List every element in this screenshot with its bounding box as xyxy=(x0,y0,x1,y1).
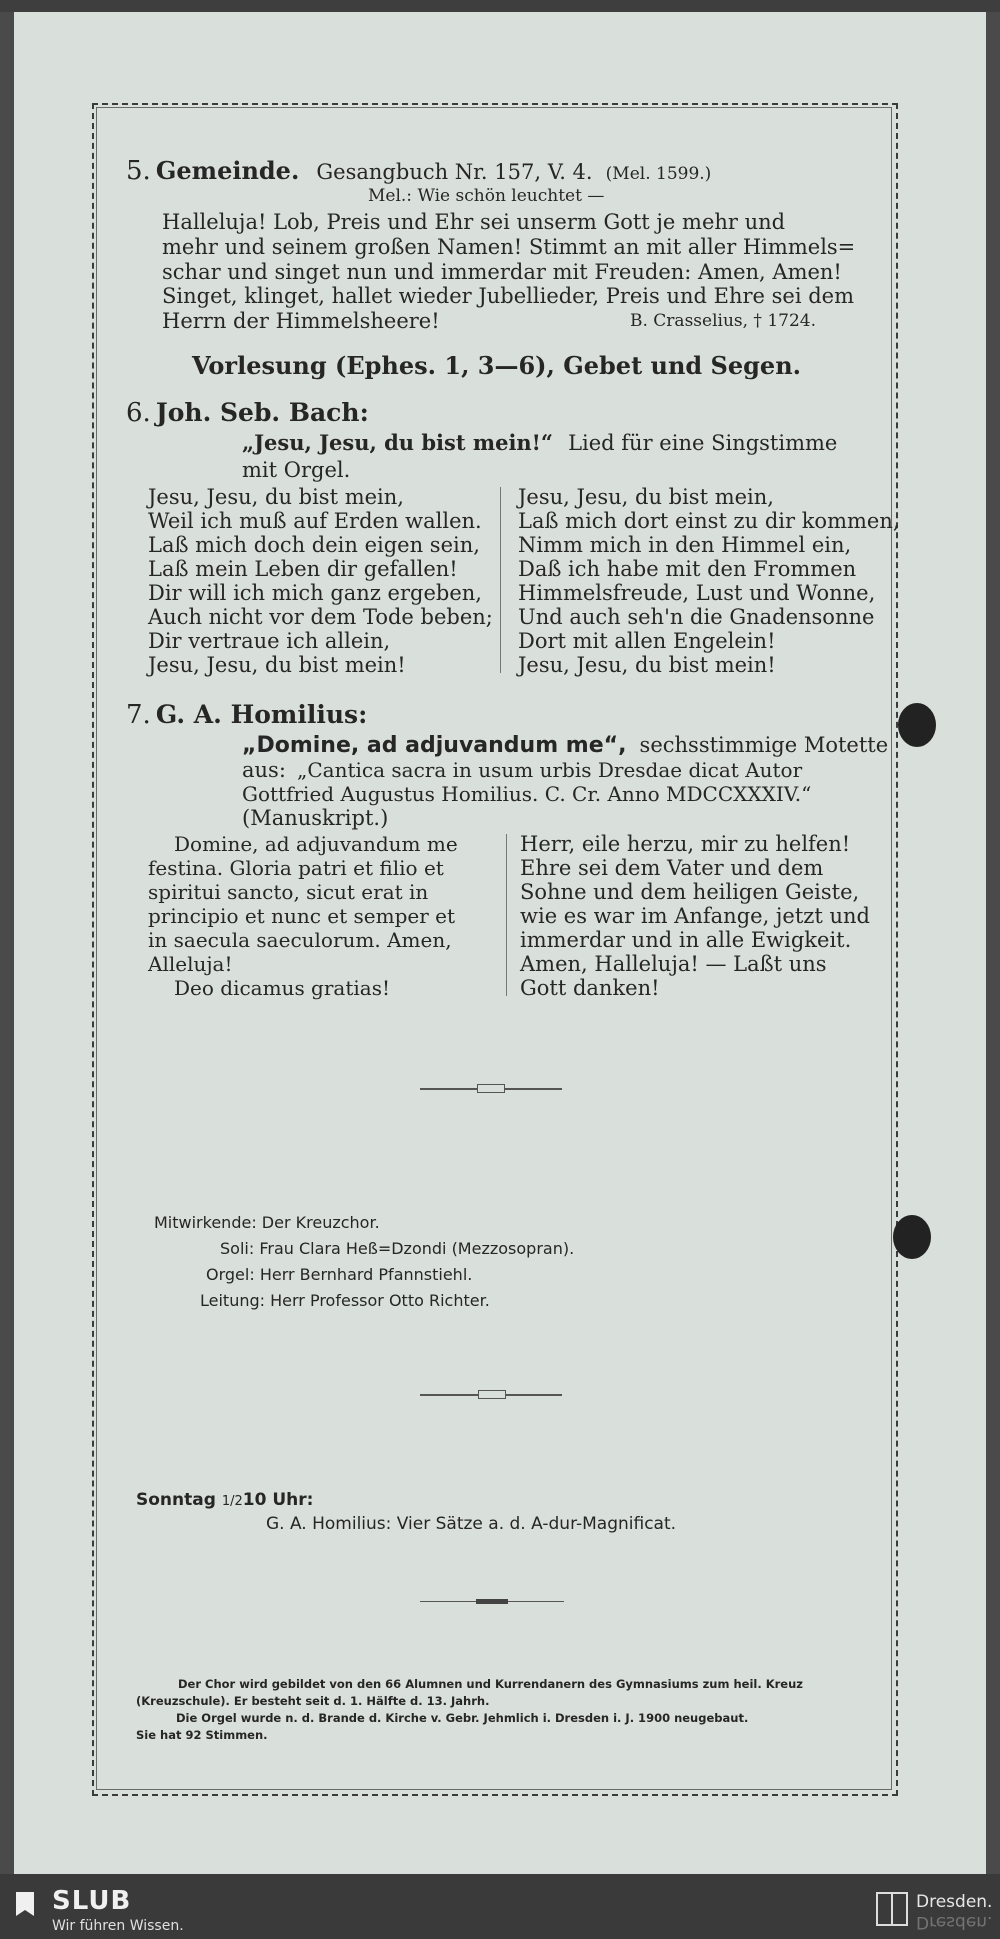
footnote-line: Der Chor wird gebildet von den 66 Alumnen und Kurrendanern des Gymnasiums zum heil. Kreuz xyxy=(178,1677,803,1691)
latin-line: festina. Gloria patri et filio et xyxy=(148,856,444,880)
german-line: immerdar und in alle Ewigkeit. xyxy=(520,928,852,952)
reading-line: Vorlesung (Ephes. 1, 3—6), Gebet und Segen. xyxy=(192,351,801,380)
work-description: sechsstimmige Motette xyxy=(639,733,889,757)
section-6-heading xyxy=(126,398,369,428)
lyric-line: Laß mich doch dein eigen sein, xyxy=(148,533,480,557)
work-title-line xyxy=(242,430,837,456)
section-number: 7. xyxy=(126,700,151,730)
lyric-line: Laß mich dort einst zu dir kommen, xyxy=(518,509,900,533)
latin-line: in saecula saeculorum. Amen, xyxy=(148,928,452,952)
scan-top-edge xyxy=(0,0,1000,12)
lyric-line: Daß ich habe mit den Frommen xyxy=(518,557,857,581)
dresden-brand[interactable]: Dresden. xyxy=(916,1892,993,1912)
source-line xyxy=(242,758,802,783)
section-title: Gemeinde. xyxy=(155,156,300,185)
lyric-line: Himmelsfreude, Lust und Wonne, xyxy=(518,581,876,605)
hymnal-reference: Gesangbuch Nr. 157, V. 4. xyxy=(316,160,593,184)
sunday-label: Sonntag xyxy=(136,1490,222,1510)
source-title: Gottfried Augustus Homilius. C. Cr. Anno MDCCXXXIV.“ xyxy=(242,782,812,806)
performer-name: Herr Professor Otto Richter. xyxy=(270,1291,490,1310)
lyric-line: Jesu, Jesu, du bist mein, xyxy=(148,485,404,509)
performer-role: Mitwirkende: xyxy=(154,1213,257,1232)
german-text xyxy=(520,832,870,1000)
german-line: wie es war im Anfange, jetzt und xyxy=(520,904,870,928)
punch-hole xyxy=(893,1215,931,1259)
lyric-line: Weil ich muß auf Erden wallen. xyxy=(148,509,482,533)
hymn-author: B. Crasselius, † 1724. xyxy=(630,311,817,332)
lyric-line: Laß mein Leben dir gefallen! xyxy=(148,557,458,581)
hymn-line: Singet, klinget, hallet wieder Jubellieder, Preis und Ehre sei dem xyxy=(162,284,855,309)
melody-number: (Mel. 1599.) xyxy=(605,164,712,184)
latin-line: Alleluja! xyxy=(148,952,233,976)
work-description: mit Orgel. xyxy=(242,458,351,482)
lyric-line: Dort mit allen Engelein! xyxy=(518,629,776,653)
performer-name: Herr Bernhard Pfannstiehl. xyxy=(259,1265,473,1284)
lyric-line: Dir will ich mich ganz ergeben, xyxy=(148,581,482,605)
slub-logo-icon xyxy=(14,1890,36,1918)
performer-name: Frau Clara Heß=Dzondi (Mezzosopran). xyxy=(259,1239,575,1258)
german-line: Gott danken! xyxy=(520,976,660,1000)
ornament-center xyxy=(477,1084,505,1093)
sunday-work-title: A-dur-Magnificat. xyxy=(531,1514,677,1534)
composer-name: G. A. Homilius: xyxy=(155,700,368,729)
dresden-brand-reflection: Dresden. xyxy=(916,1912,993,1932)
latin-text xyxy=(148,832,498,1000)
lyric-line: Jesu, Jesu, du bist mein! xyxy=(148,653,406,677)
performers-list xyxy=(154,1210,574,1314)
section-5-heading xyxy=(126,156,711,186)
performer-role: Soli: xyxy=(220,1239,255,1258)
ornament-center xyxy=(478,1390,506,1399)
latin-line: principio et nunc et semper et xyxy=(148,904,455,928)
lyric-line: Auch nicht vor dem Tode beben; xyxy=(148,605,493,629)
footnote-line: Sie hat 92 Stimmen. xyxy=(136,1728,268,1742)
bach-text-right xyxy=(518,485,900,677)
latin-line: Deo dicamus gratias! xyxy=(174,976,391,1000)
source-label: aus: xyxy=(242,758,286,782)
slub-brand[interactable]: SLUB xyxy=(52,1886,132,1916)
source-title: „Cantica sacra in usum urbis Dresdae dicat Autor xyxy=(297,758,803,782)
lyric-line: Dir vertraue ich allein, xyxy=(148,629,391,653)
hymn-line: Halleluja! Lob, Preis und Ehr sei unserm Gott je mehr und xyxy=(162,210,786,234)
melody-note: Mel.: Wie schön leuchtet — xyxy=(368,186,605,206)
performer-role: Leitung: xyxy=(200,1291,266,1310)
ornament-center xyxy=(476,1599,508,1604)
performer-role: Orgel: xyxy=(206,1265,255,1284)
bach-text-left xyxy=(148,485,498,677)
hymn-line: schar und singet nun und immerdar mit Freuden: Amen, Amen! xyxy=(162,259,842,284)
composer-name: Joh. Seb. Bach: xyxy=(155,398,369,427)
hymn-line: mehr und seinem großen Namen! Stimmt an mit aller Himmels= xyxy=(162,234,856,259)
german-line: Sohne und dem heiligen Geiste, xyxy=(520,880,860,904)
lyric-line: Jesu, Jesu, du bist mein! xyxy=(518,653,776,677)
lyric-line: Nimm mich in den Himmel ein, xyxy=(518,533,852,557)
sunday-heading xyxy=(136,1490,313,1510)
sunday-work: G. A. Homilius: Vier Sätze a. d. xyxy=(266,1514,532,1534)
punch-hole xyxy=(898,703,936,747)
german-line: Amen, Halleluja! — Laßt uns xyxy=(520,952,827,976)
dresden-crest-icon xyxy=(876,1892,908,1926)
section-number: 5. xyxy=(126,156,151,186)
sunday-time-fraction: 1/2 xyxy=(221,1494,243,1509)
work-description: Lied für eine Singstimme xyxy=(568,431,838,455)
performer-name: Der Kreuzchor. xyxy=(261,1213,380,1232)
lyric-line: Jesu, Jesu, du bist mein, xyxy=(518,485,774,509)
viewer-footer xyxy=(0,1874,1000,1939)
german-line: Ehre sei dem Vater und dem xyxy=(520,856,824,880)
sunday-item xyxy=(266,1514,676,1534)
latin-line: spiritui sancto, sicut erat in xyxy=(148,880,429,904)
footnotes xyxy=(136,1676,876,1744)
hymn-text xyxy=(162,210,862,334)
slub-tagline: Wir führen Wissen. xyxy=(52,1918,184,1934)
work-title: „Jesu, Jesu, du bist mein!“ xyxy=(242,430,553,455)
footnote-line: Die Orgel wurde n. d. Brande d. Kirche v. Gebr. Jehmlich i. Dresden i. J. 1900 neugebaut. xyxy=(176,1711,749,1725)
section-number: 6. xyxy=(126,398,151,428)
hymn-line: Herrn der Himmelsheere! xyxy=(162,309,440,334)
column-divider xyxy=(506,834,507,996)
latin-line: Domine, ad adjuvandum me xyxy=(174,832,458,856)
work-title-line xyxy=(242,733,888,758)
lyric-line: Und auch seh'n die Gnadensonne xyxy=(518,605,875,629)
manuscript-note: (Manuskript.) xyxy=(242,806,389,830)
german-line: Herr, eile herzu, mir zu helfen! xyxy=(520,832,851,856)
sunday-time: 10 Uhr: xyxy=(242,1490,314,1510)
section-7-heading xyxy=(126,700,367,730)
column-divider xyxy=(500,487,501,673)
footnote-line: (Kreuzschule). Er besteht seit d. 1. Hälfte d. 13. Jahrh. xyxy=(136,1694,490,1708)
work-title: „Domine, ad adjuvandum me“, xyxy=(242,733,627,758)
